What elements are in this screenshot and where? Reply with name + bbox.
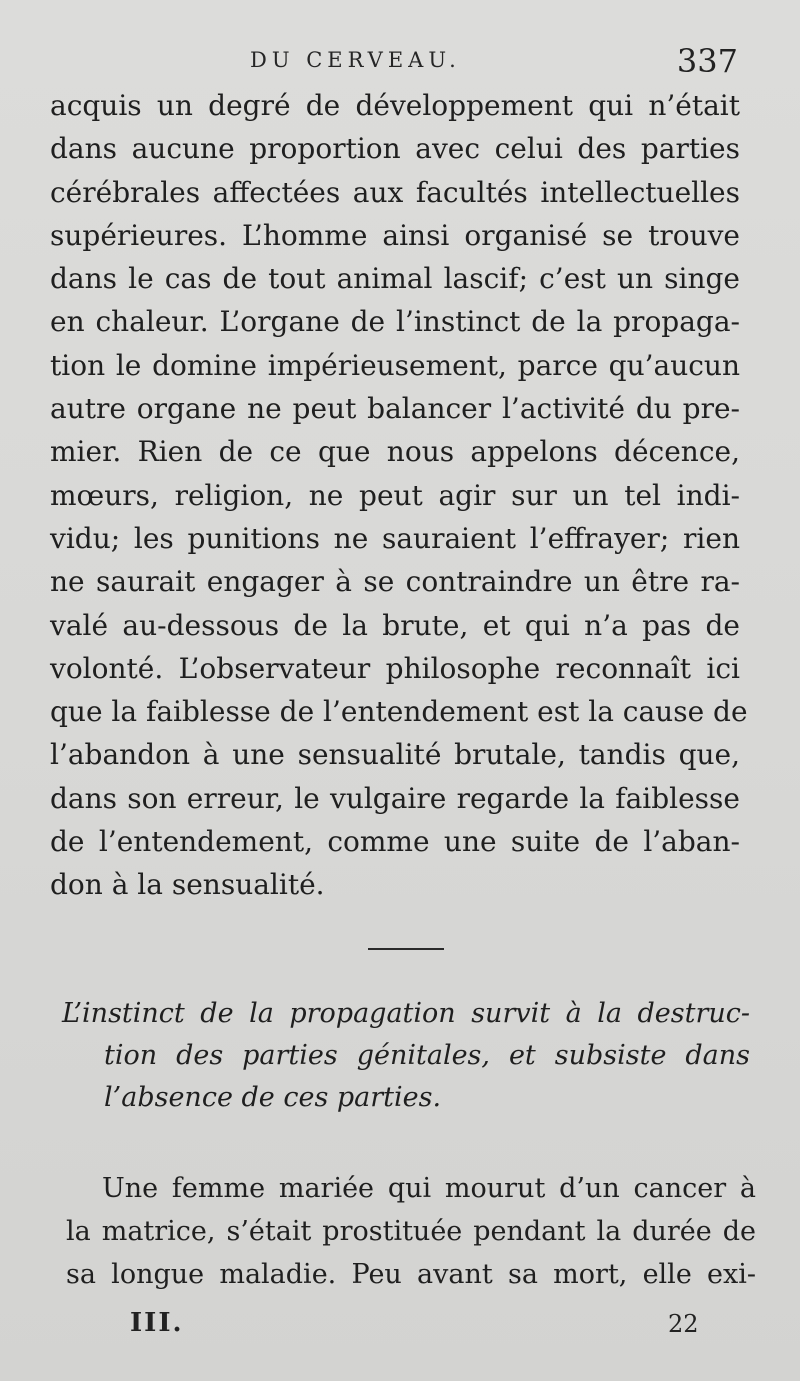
- section-divider: [368, 948, 444, 950]
- text-line: valé au-dessous de la brute, et qui n’a pas de: [50, 608, 740, 642]
- text-line: tion le domine impérieusement, parce qu’aucun: [50, 348, 740, 382]
- volume-signature: III.: [130, 1308, 184, 1338]
- page-number: 337: [676, 42, 738, 80]
- text-line: autre organe ne peut balancer l’activité du pre-: [50, 392, 740, 426]
- gathering-number: 22: [668, 1310, 699, 1338]
- paragraph-1: [50, 84, 748, 907]
- text-line: de l’entendement, comme une suite de l’aban-: [50, 825, 740, 859]
- text-line: ne saurait engager à se contraindre un être ra-: [50, 565, 740, 599]
- text-line: que la faiblesse de l’entendement est la cause de: [50, 695, 748, 729]
- page-footer: [0, 1308, 800, 1348]
- text-line: Une femme mariée qui mourut d’un cancer à: [102, 1173, 756, 1204]
- text-line: vidu; les punitions ne sauraient l’effrayer; rien: [50, 521, 740, 555]
- text-line: supérieures. L’homme ainsi organisé se trouve: [50, 218, 740, 252]
- text-line: dans aucune proportion avec celui des parties: [50, 132, 740, 166]
- running-head: [0, 42, 800, 82]
- text-line: la matrice, s’était prostituée pendant la durée de: [66, 1216, 756, 1247]
- text-line: en chaleur. L’organe de l’instinct de la propaga-: [50, 305, 740, 339]
- text-line: mier. Rien de ce que nous appelons décence,: [50, 435, 740, 469]
- running-title: DU CERVEAU.: [250, 48, 461, 72]
- text-line: mœurs, religion, ne peut agir sur un tel indi-: [50, 478, 740, 512]
- paragraph-2: [66, 1167, 756, 1296]
- section-heading: [62, 993, 750, 1119]
- text-line: acquis un degré de développement qui n’était: [50, 89, 740, 122]
- heading-line: L’instinct de la propagation survit à la destruc-: [62, 998, 750, 1029]
- text-line: cérébrales affectées aux facultés intellectuelles: [50, 175, 740, 209]
- text-line: volonté. L’observateur philosophe reconnaît ici: [50, 651, 740, 685]
- heading-line: l’absence de ces parties.: [104, 1082, 442, 1113]
- text-line: don à la sensualité.: [50, 868, 325, 902]
- text-line: dans le cas de tout animal lascif; c’est un singe: [50, 262, 740, 296]
- heading-line: tion des parties génitales, et subsiste dans: [104, 1040, 750, 1071]
- text-line: l’abandon à une sensualité brutale, tandis que,: [50, 738, 740, 772]
- text-line: sa longue maladie. Peu avant sa mort, elle exi-: [66, 1259, 756, 1290]
- text-line: dans son erreur, le vulgaire regarde la faiblesse: [50, 781, 740, 815]
